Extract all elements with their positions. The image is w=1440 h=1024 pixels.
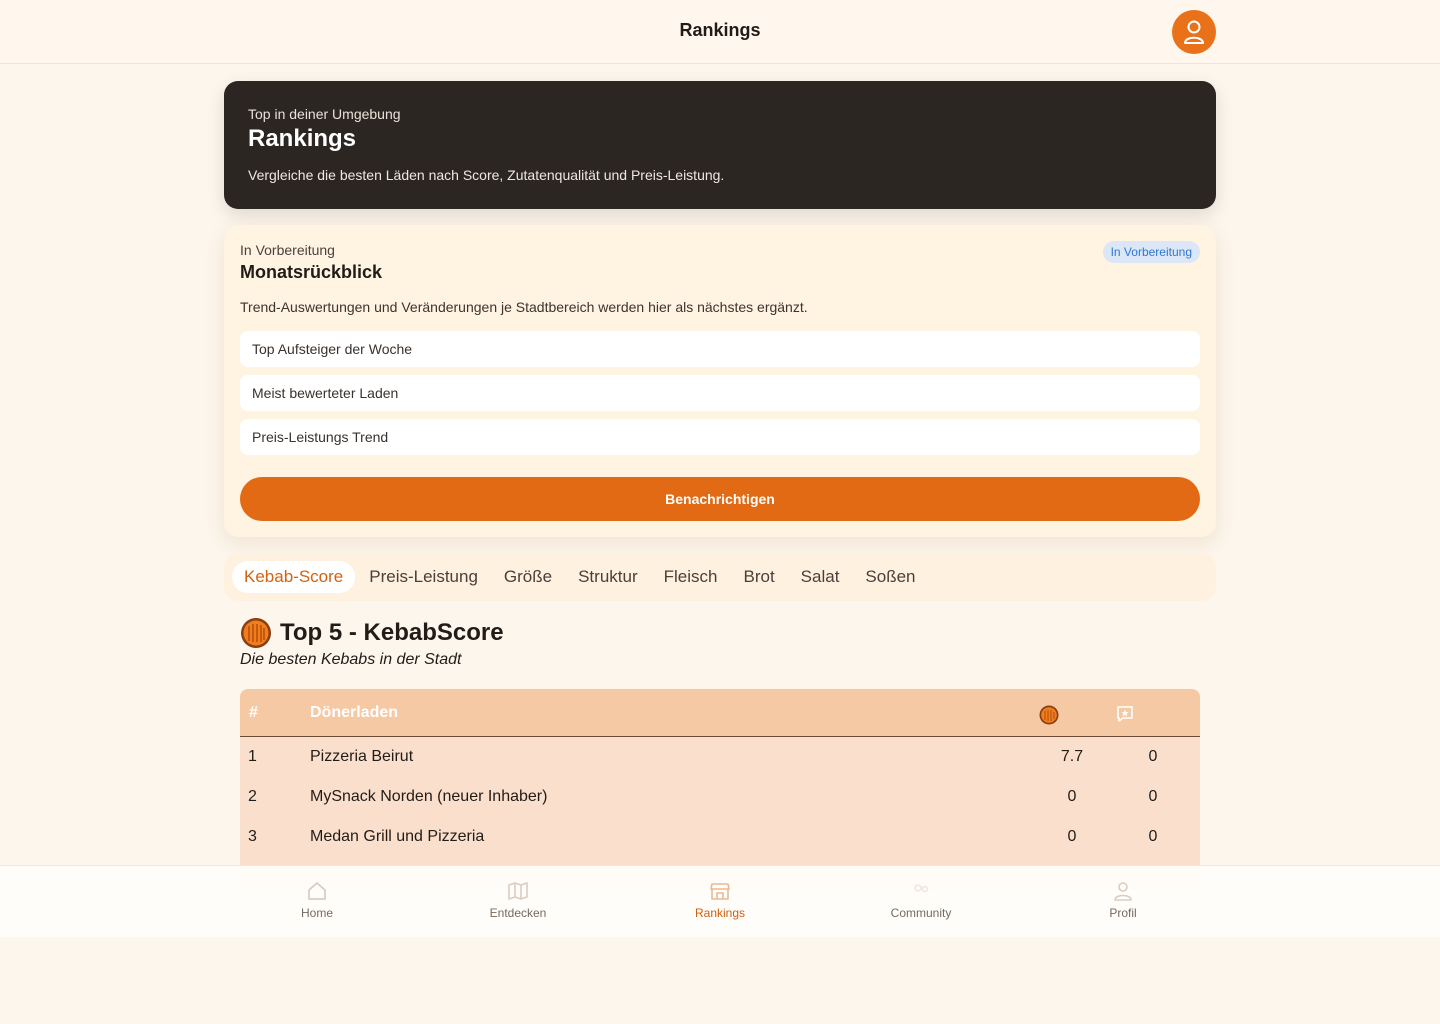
table-row[interactable] xyxy=(240,737,1200,777)
preview-item: Meist bewerteter Laden xyxy=(240,375,1200,411)
tab-brot[interactable]: Brot xyxy=(743,567,775,586)
preview-item: Top Aufsteiger der Woche xyxy=(240,331,1200,367)
preview-item: Preis-Leistungs Trend xyxy=(240,419,1200,455)
ranking-title: Top 5 - KebabScore xyxy=(280,619,504,646)
row-rank: 1 xyxy=(248,748,257,765)
column-name: Dönerladen xyxy=(310,704,399,721)
nav-community[interactable] xyxy=(861,880,981,920)
page-title: Rankings xyxy=(679,20,761,40)
community-icon xyxy=(910,880,932,902)
row-score: 7.7 xyxy=(1060,748,1084,765)
tab-sossen[interactable]: Soßen xyxy=(865,567,916,586)
row-reviews: 0 xyxy=(1148,828,1158,845)
row-reviews: 0 xyxy=(1148,748,1158,765)
column-reviews xyxy=(1116,705,1134,728)
user-icon xyxy=(1183,19,1205,45)
nav-rankings[interactable] xyxy=(660,880,780,920)
tab-kebab-score[interactable]: Kebab-Score xyxy=(232,561,355,593)
row-score: 0 xyxy=(1067,788,1077,805)
preview-title: Monatsrückblick xyxy=(240,262,383,282)
kebab-score-icon xyxy=(240,617,272,649)
ranking-title-row xyxy=(240,617,504,649)
kebab-score-icon xyxy=(1039,705,1059,725)
store-icon xyxy=(709,880,731,902)
nav-profil[interactable] xyxy=(1063,880,1183,920)
category-tabs xyxy=(224,553,1216,601)
row-name: Medan Grill und Pizzeria xyxy=(310,828,485,845)
review-icon xyxy=(1116,705,1134,723)
table-header xyxy=(240,689,1200,737)
preview-description: Trend-Auswertungen und Veränderungen je Stadtbereich werden hier als nächstes ergänzt. xyxy=(240,299,808,315)
row-reviews: 0 xyxy=(1148,788,1158,805)
table-row[interactable] xyxy=(240,817,1200,857)
map-icon xyxy=(507,880,529,902)
notify-button[interactable]: Benachrichtigen xyxy=(240,477,1200,521)
avatar-button[interactable] xyxy=(1172,10,1216,54)
table-row[interactable] xyxy=(240,777,1200,817)
tab-preis-leistung[interactable]: Preis-Leistung xyxy=(369,567,478,586)
tab-groesse[interactable]: Größe xyxy=(503,567,553,586)
nav-label: Rankings xyxy=(694,906,746,920)
home-icon xyxy=(306,880,328,902)
user-icon xyxy=(1112,880,1134,902)
row-name: Pizzeria Beirut xyxy=(310,748,414,765)
column-score xyxy=(1039,705,1059,730)
bottom-nav xyxy=(0,865,1440,937)
nav-label: Profil xyxy=(1109,906,1137,920)
row-rank: 2 xyxy=(248,788,257,805)
hero-eyebrow: Top in deiner Umgebung xyxy=(248,106,401,122)
top-bar xyxy=(0,0,1440,64)
hero-title: Rankings xyxy=(248,125,357,152)
row-score: 0 xyxy=(1067,828,1077,845)
nav-label: Community xyxy=(890,906,952,920)
tab-fleisch[interactable]: Fleisch xyxy=(663,567,718,586)
ranking-subtitle: Die besten Kebabs in der Stadt xyxy=(240,651,462,668)
tab-struktur[interactable]: Struktur xyxy=(578,567,638,586)
nav-label: Home xyxy=(300,906,333,920)
row-name: MySnack Norden (neuer Inhaber) xyxy=(310,788,548,805)
preview-eyebrow: In Vorbereitung xyxy=(240,242,335,258)
row-rank: 3 xyxy=(248,828,257,845)
status-badge: In Vorbereitung xyxy=(1103,241,1200,263)
nav-entdecken[interactable] xyxy=(458,880,578,920)
ranking-table xyxy=(240,689,1200,889)
tab-salat[interactable]: Salat xyxy=(800,567,840,586)
nav-label: Entdecken xyxy=(489,906,547,920)
nav-home[interactable] xyxy=(257,880,377,920)
preview-card xyxy=(224,225,1216,537)
hero-card xyxy=(224,81,1216,209)
column-rank: # xyxy=(249,704,258,721)
hero-description: Vergleiche die besten Läden nach Score, Zutatenqualität und Preis-Leistung. xyxy=(248,167,725,183)
